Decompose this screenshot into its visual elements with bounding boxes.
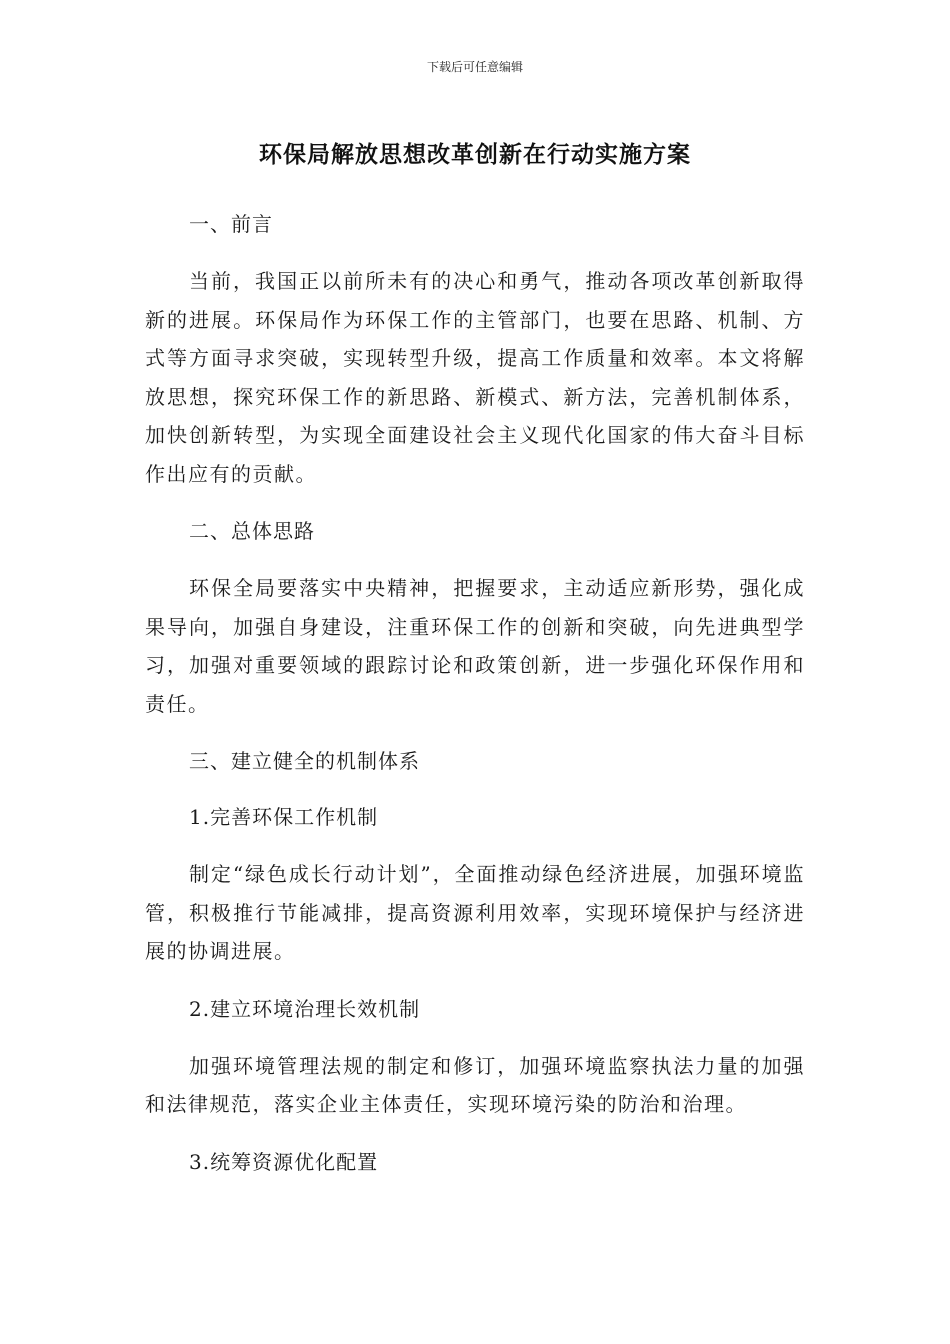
subsection-heading-1: 1.完善环保工作机制 bbox=[189, 805, 379, 829]
document-title: 环保局解放思想改革创新在行动实施方案 bbox=[259, 142, 691, 168]
section-heading-preface: 一、前言 bbox=[189, 212, 273, 236]
document-body bbox=[145, 206, 805, 1200]
paragraph-preface: 当前，我国正以前所未有的决心和勇气，推动各项改革创新取得新的进展。环保局作为环保工作的主管部门，也要在思路、机制、方式等方面寻求突破，实现转型升级，提高工作质量和效率。本文将解放思想，探究环保工作的新思路、新模式、新方法，完善机制体系，加快创新转型，为实现全面建设社会主义现代化国家的伟大奋斗目标作出应有的贡献。 bbox=[145, 269, 805, 486]
paragraph-subsection-2: 加强环境管理法规的制定和修订，加强环境监察执法力量的加强和法律规范，落实企业主体责任，实现环境污染的防治和治理。 bbox=[145, 1053, 805, 1116]
paragraph-overall-approach: 环保全局要落实中央精神，把握要求，主动适应新形势，强化成果导向，加强自身建设，注重环保工作的创新和突破，向先进典型学习，加强对重要领域的跟踪讨论和政策创新，进一步强化环保作用和责任。 bbox=[145, 576, 805, 716]
subsection-heading-3: 3.统筹资源优化配置 bbox=[189, 1149, 379, 1174]
subsection-heading-2: 2.建立环境治理长效机制 bbox=[189, 996, 421, 1021]
section-heading-overall-approach: 二、总体思路 bbox=[189, 519, 315, 543]
header-note: 下载后可任意编辑 bbox=[426, 60, 523, 74]
paragraph-subsection-1: 制定“绿色成长行动计划”，全面推动绿色经济进展，加强环境监管，积极推行节能减排，提高资源利用效率，实现环境保护与经济进展的协调进展。 bbox=[145, 862, 805, 963]
section-heading-mechanism-system: 三、建立健全的机制体系 bbox=[189, 749, 420, 773]
